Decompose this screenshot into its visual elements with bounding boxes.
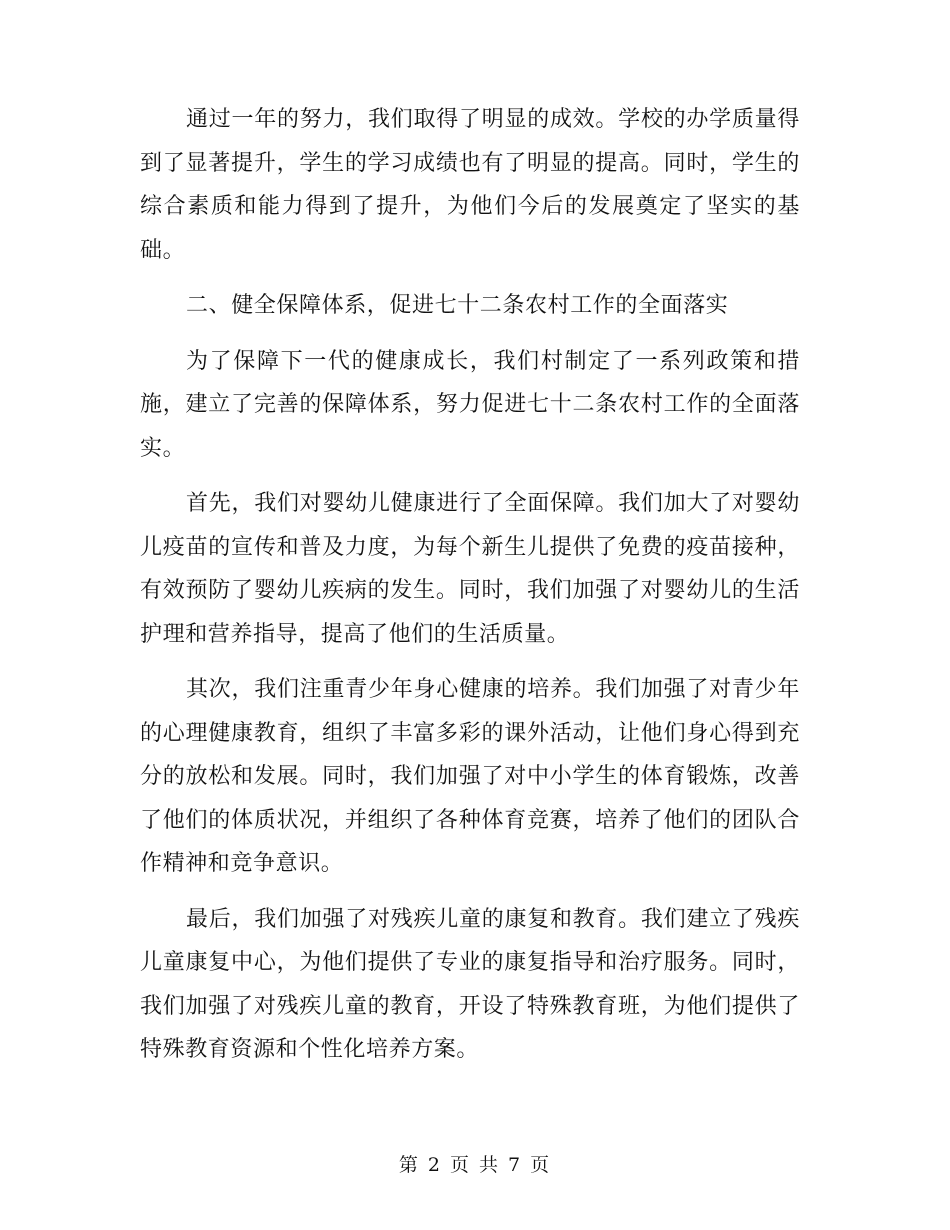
document-body	[140, 98, 800, 1084]
paragraph-results: 通过一年的努力，我们取得了明显的成效。学校的办学质量得到了显著提升，学生的学习成绩也有了明显的提高。同时，学生的综合素质和能力得到了提升，为他们今后的发展奠定了坚实的基础。	[140, 107, 800, 263]
paragraph-infant-health: 首先，我们对婴幼儿健康进行了全面保障。我们加大了对婴幼儿疫苗的宣传和普及力度，为每个新生儿提供了免费的疫苗接种，有效预防了婴幼儿疾病的发生。同时，我们加强了对婴幼儿的生活护理和营养指导，提高了他们的生活质量。	[140, 491, 800, 647]
paragraph-intro: 为了保障下一代的健康成长，我们村制定了一系列政策和措施，建立了完善的保障体系，努力促进七十二条农村工作的全面落实。	[140, 348, 800, 461]
paragraph-disabled-children: 最后，我们加强了对残疾儿童的康复和教育。我们建立了残疾儿童康复中心，为他们提供了专业的康复指导和治疗服务。同时，我们加强了对残疾儿童的教育，开设了特殊教育班，为他们提供了特殊教育资源和个性化培养方案。	[140, 906, 800, 1062]
page-number-footer: 第 2 页 共 7 页	[398, 1154, 552, 1176]
paragraph-youth-health: 其次，我们注重青少年身心健康的培养。我们加强了对青少年的心理健康教育，组织了丰富多彩的课外活动，让他们身心得到充分的放松和发展。同时，我们加强了对中小学生的体育锻炼，改善了他们的体质状况，并组织了各种体育竞赛，培养了他们的团队合作精神和竞争意识。	[140, 677, 800, 876]
section-heading: 二、健全保障体系，促进七十二条农村工作的全面落实	[186, 293, 729, 318]
